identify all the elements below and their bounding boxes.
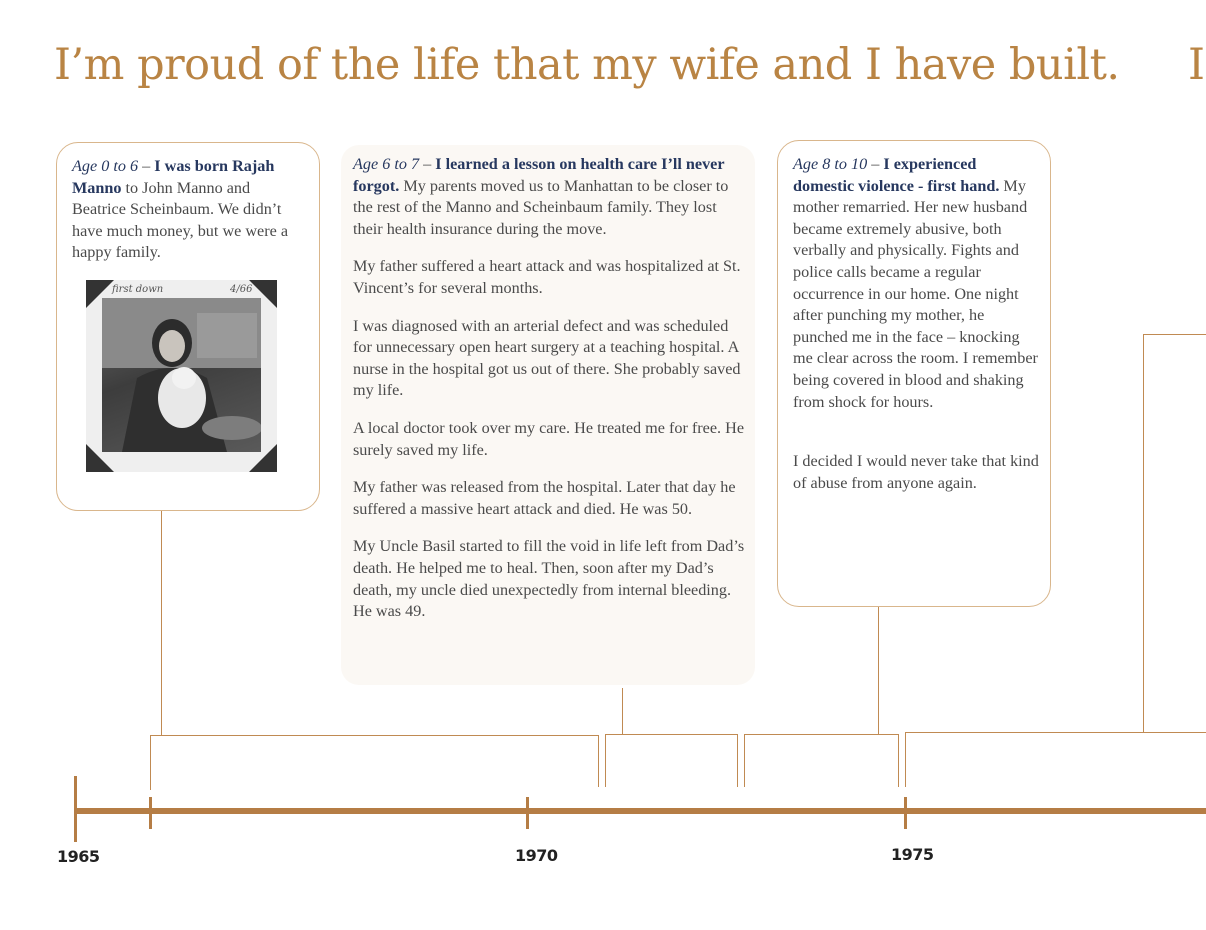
card-body: to John Manno and Beatrice Scheinbaum. We didn’t have much money, but we were a happy family.: [72, 178, 289, 262]
card-lead: I experienced domestic violence - first hand.: [793, 155, 1000, 195]
year-label-1965: 1965: [57, 847, 100, 866]
card-age-8-10-text: [793, 154, 1039, 510]
card-age-0-6-text: [72, 156, 308, 264]
card-paragraph: My father suffered a heart attack and was hospitalized at St. Vincent’s for several months.: [353, 257, 741, 297]
connector: [161, 511, 162, 736]
bracket: [744, 734, 745, 787]
photo-corner: [86, 444, 114, 472]
bracket: [905, 732, 906, 787]
card-lead: I learned a lesson on health care I’ll never forgot.: [353, 155, 725, 195]
card-paragraph: My Uncle Basil started to fill the void in life left from Dad’s death. He helped me to heal. Then, soon after my Dad’s death, my uncle died unexpectedly from internal bleeding. He was 49.: [353, 537, 745, 621]
photo-handwriting-right: 4/66: [230, 284, 253, 295]
card-paragraph: My father was released from the hospital. Later that day he suffered a massive heart attack and died. He was 50.: [353, 478, 736, 518]
card-body: My mother remarried. Her new husband became extremely abusive, both verbally and physically. Fights and police calls became a regular occurrence in our home. One night after punching my mother, he punched me in the face – knocking me clear across the room. I remember being covered in blood and shaking from shock for hours.: [793, 176, 1038, 411]
card-body: My parents moved us to Manhattan to be closer to the rest of the Manno and Scheinbaum family. They lost their health insurance during the move.: [353, 176, 729, 238]
card-dash: –: [138, 157, 155, 175]
photo-handwriting-left: first down: [112, 284, 164, 295]
connector: [622, 688, 623, 734]
card-lead: I was born Rajah Manno: [72, 157, 275, 197]
bracket: [605, 734, 738, 735]
bracket: [744, 734, 899, 735]
connector: [1143, 334, 1206, 335]
photo-corner: [249, 444, 277, 472]
bracket: [150, 735, 599, 736]
timeline-axis: [76, 808, 1206, 814]
card-paragraph: [353, 154, 745, 240]
year-label-1970: 1970: [515, 846, 558, 865]
card-age-label: Age 0 to 6: [72, 157, 139, 175]
timeline-tick: [149, 797, 152, 829]
page-headline: [54, 40, 1205, 90]
year-label-1975: 1975: [891, 845, 934, 864]
timeline-tick: [526, 797, 529, 829]
bracket: [905, 732, 1206, 733]
card-dash: –: [419, 155, 436, 173]
bracket: [605, 734, 606, 787]
baby-photo: [86, 280, 277, 472]
photo-corner: [249, 280, 277, 308]
bracket: [898, 734, 899, 787]
card-age-label: Age 8 to 10: [793, 155, 868, 173]
connector: [878, 607, 879, 734]
photo-illustration: [102, 298, 261, 452]
card-age-label: Age 6 to 7: [353, 155, 420, 173]
timeline-tick-start: [74, 776, 77, 842]
card-dash: –: [867, 155, 884, 173]
bracket: [150, 735, 151, 790]
card-paragraph: I decided I would never take that kind of abuse from anyone again.: [793, 452, 1039, 492]
bracket: [737, 734, 738, 787]
photo-image: [102, 298, 261, 452]
card-age-6-7-text: [353, 154, 745, 639]
bracket: [598, 735, 599, 787]
photo-corner: [86, 280, 114, 308]
card-paragraph: [793, 154, 1039, 413]
headline-text: I’m proud of the life that my wife and I have built.: [54, 40, 1120, 90]
headline-continuation: I: [1188, 40, 1205, 90]
card-paragraph: I was diagnosed with an arterial defect and was scheduled for unnecessary open heart surgery at a teaching hospital. A nurse in the hospital got us out of there. She probably saved my life.: [353, 316, 741, 400]
card-paragraph: A local doctor took over my care. He treated me for free. He surely saved my life.: [353, 418, 745, 459]
timeline-tick: [904, 797, 907, 829]
connector: [1143, 334, 1144, 732]
